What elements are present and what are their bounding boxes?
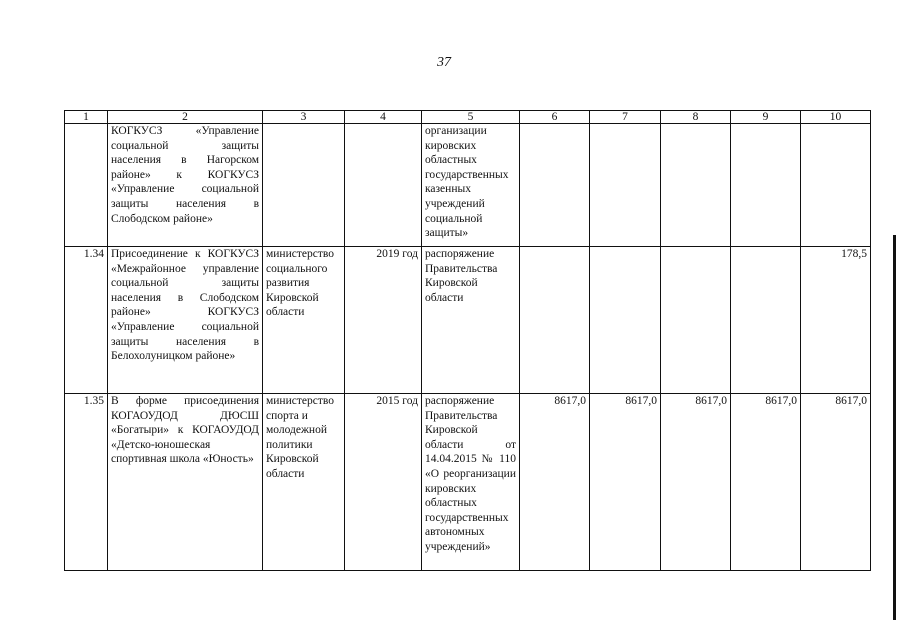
- row-responsible: министерство спорта и молодежной политики Кировской области: [263, 394, 345, 571]
- row-responsible: министерство социального развития Кировской области: [263, 247, 345, 394]
- column-header: 8: [661, 111, 731, 124]
- row-number: 1.35: [65, 394, 108, 571]
- row-year: [345, 124, 422, 247]
- reorganization-table: [64, 110, 871, 571]
- scan-edge-line: [893, 235, 896, 620]
- row-value-8: [661, 247, 731, 394]
- page-number: 37: [437, 55, 451, 70]
- table-row: [65, 247, 871, 394]
- row-value-8: 8617,0: [661, 394, 731, 571]
- row-year: 2019 год: [345, 247, 422, 394]
- column-header: 6: [520, 111, 590, 124]
- column-header: 3: [263, 111, 345, 124]
- row-description: Присоединение к КОГКУСЗ «Межрайонное управление социальной защиты населения в Слободском районе» КОГКУСЗ «Управление социальной защиты населения в Белохолуницком районе»: [108, 247, 263, 394]
- column-header: 10: [801, 111, 871, 124]
- row-value-9: [731, 247, 801, 394]
- header-row: [65, 111, 871, 124]
- row-value-6: [520, 124, 590, 247]
- row-description: В форме присоединения КОГАОУДОД ДЮСШ «Богатыри» к КОГАОУДОД «Детско-юношеская спортивная школа «Юность»: [108, 394, 263, 571]
- row-value-7: 8617,0: [590, 394, 661, 571]
- row-value-10: [801, 124, 871, 247]
- row-value-10: 8617,0: [801, 394, 871, 571]
- column-header: 2: [108, 111, 263, 124]
- row-value-10: 178,5: [801, 247, 871, 394]
- row-year: 2015 год: [345, 394, 422, 571]
- column-header: 4: [345, 111, 422, 124]
- row-description: КОГКУСЗ «Управление социальной защиты населения в Нагорском районе» к КОГКУСЗ «Управление социальной защиты населения в Слободском районе»: [108, 124, 263, 247]
- row-basis: организации кировских областных государственных казенных учреждений социальной защиты»: [422, 124, 520, 247]
- row-number: [65, 124, 108, 247]
- row-value-9: [731, 124, 801, 247]
- row-value-6: [520, 247, 590, 394]
- row-value-9: 8617,0: [731, 394, 801, 571]
- row-responsible: [263, 124, 345, 247]
- row-basis: распоряжение Правительства Кировской области от 14.04.2015 № 110 «О реорганизации кировских областных государственных автономных учреждений»: [422, 394, 520, 571]
- row-value-7: [590, 124, 661, 247]
- column-header: 7: [590, 111, 661, 124]
- row-value-7: [590, 247, 661, 394]
- column-header: 5: [422, 111, 520, 124]
- row-value-6: 8617,0: [520, 394, 590, 571]
- column-header: 9: [731, 111, 801, 124]
- row-number: 1.34: [65, 247, 108, 394]
- row-basis: распоряжение Правительства Кировской области: [422, 247, 520, 394]
- table-row: [65, 124, 871, 247]
- column-header: 1: [65, 111, 108, 124]
- row-value-8: [661, 124, 731, 247]
- table-row: [65, 394, 871, 571]
